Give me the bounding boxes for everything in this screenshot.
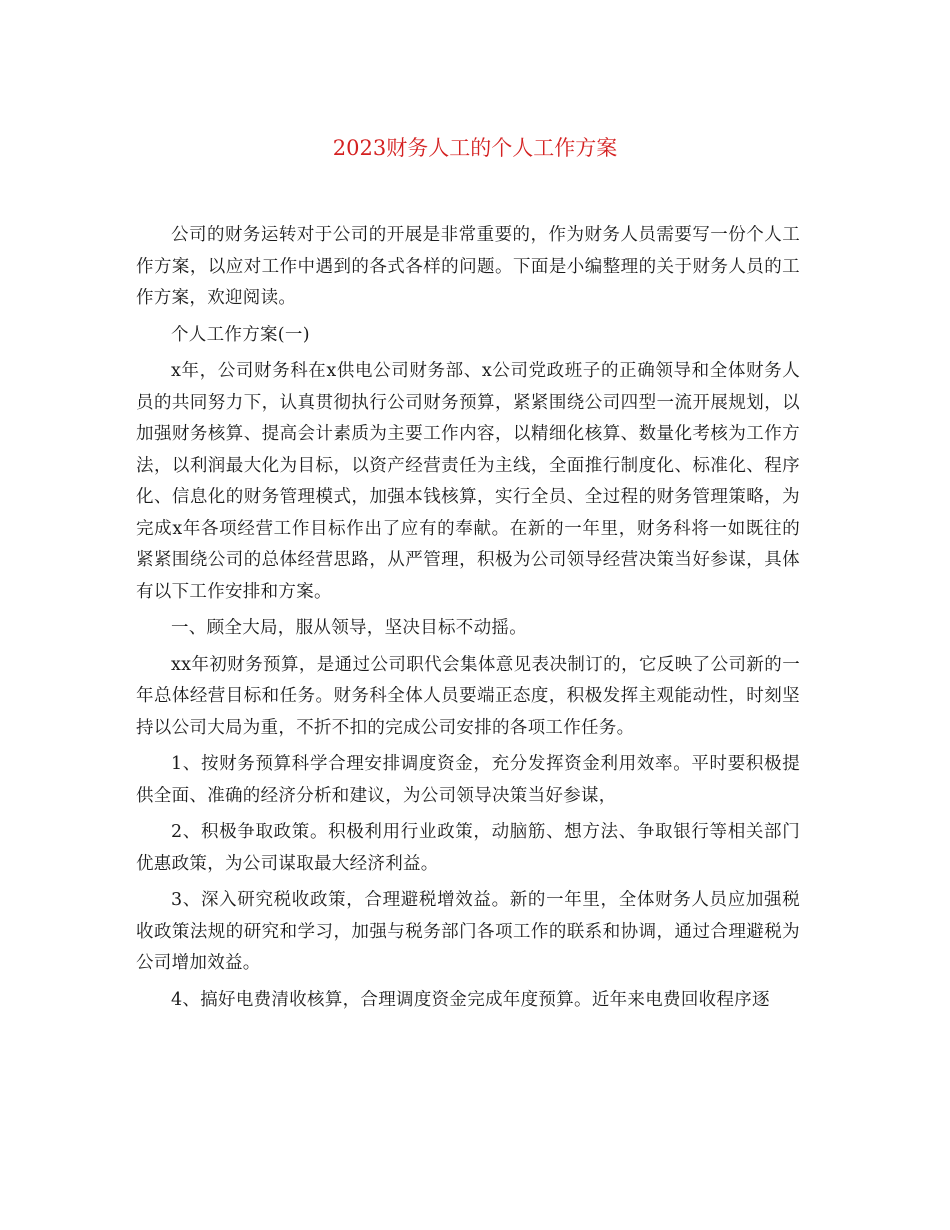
intro-paragraph: 公司的财务运转对于公司的开展是非常重要的，作为财务人员需要写一份个人工作方案，以应对工作中遇到的各式各样的问题。下面是小编整理的关于财务人员的工作方案，欢迎阅读。 [136,225,800,308]
section-heading-plan-one: 个人工作方案(一) [171,324,310,345]
document-title: 2023财务人工的个人工作方案 [332,136,618,160]
budget-paragraph: xx年初财务预算，是通过公司职代会集体意见表决制订的，它反映了公司新的一年总体经营目标和任务。财务科全体人员要端正态度，积极发挥主观能动性，时刻坚持以公司大局为重，不折不扣的完成公司安排的各项工作任务。 [136,654,800,738]
list-item-3: 3、深入研究税收政策，合理避税增效益。新的一年里，全体财务人员应加强税收政策法规的研究和学习，加强与税务部门各项工作的联系和协调，通过合理避税为公司增加效益。 [136,890,800,973]
list-item-2: 2、积极争取政策。积极利用行业政策，动脑筋、想方法、争取银行等相关部门优惠政策，为公司谋取最大经济利益。 [136,822,800,874]
document-body [136,220,800,1021]
section-heading-one: 一、顾全大局，服从领导，坚决目标不动摇。 [171,618,527,638]
list-item-4: 4、搞好电费清收核算，合理调度资金完成年度预算。近年来电费回收程序逐 [171,989,770,1010]
summary-paragraph: x年，公司财务科在x供电公司财务部、x公司党政班子的正确领导和全体财务人员的共同努力下，认真贯彻执行公司财务预算，紧紧围绕公司四型一流开展规划，以加强财务核算、提高会计素质为主要工作内容，以精细化核算、数量化考核为工作方法，以利润最大化为目标，以资产经营责任为主线，全面推行制度化、标准化、程序化、信息化的财务管理模式，加强本钱核算，实行全员、全过程的财务管理策略，为完成x年各项经营工作目标作出了应有的奉献。在新的一年里，财务科将一如既往的紧紧围绕公司的总体经营思路，从严管理，积极为公司领导经营决策当好参谋，具体有以下工作安排和方案。 [136,361,800,602]
list-item-1: 1、按财务预算科学合理安排调度资金，充分发挥资金利用效率。平时要积极提供全面、准确的经济分析和建议，为公司领导决策当好参谋， [136,754,800,806]
